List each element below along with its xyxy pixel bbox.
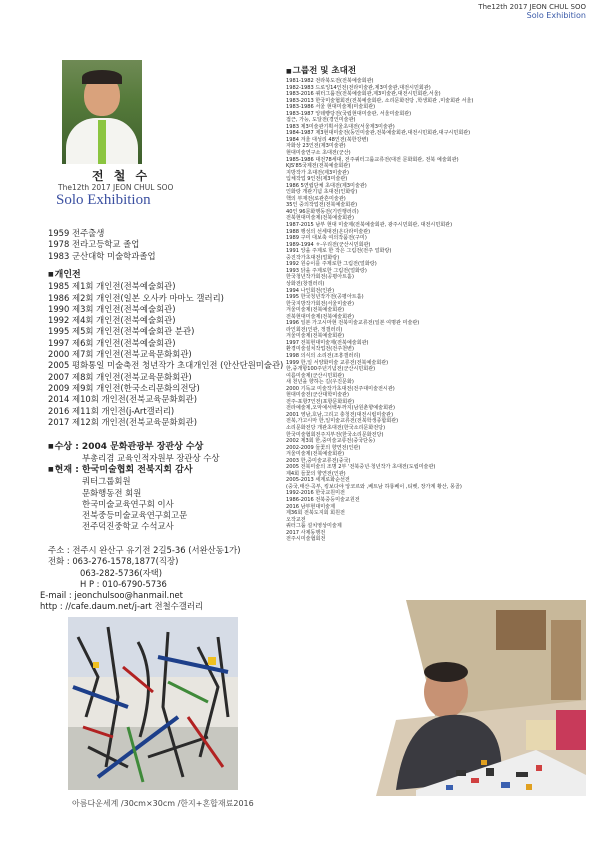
group-item: 소리문화전당 개관초대전(한국소리문화전당) bbox=[286, 424, 386, 431]
group-item: 1983-2016 쿼터그룹전(전북예술회관,제3미술관,대전시민회관,서울) bbox=[286, 91, 441, 98]
group-item: 1986 5연립단체 초대전(제3미술관) bbox=[286, 182, 367, 189]
group-item: 1993 닭을 주제로한 그림전(얼화랑) bbox=[286, 267, 367, 274]
group-item: 한국미술협회전주지부전(한국소리문화전당) bbox=[286, 431, 384, 438]
current-item: 전주덕진중학교 수석교사 bbox=[82, 521, 174, 532]
group-item: 새 천년을 향하는 길(우진문화) bbox=[286, 379, 354, 386]
solo-item: 2009 제9회 개인전(한국소리문화의전당) bbox=[48, 382, 200, 393]
group-item: 상화전(창갤러리) bbox=[286, 280, 325, 287]
solo-item: 2005 평화통일 미술축전 청년작가 초대개인전 (안산단원미술관) bbox=[48, 360, 284, 371]
group-exhibitions bbox=[286, 66, 586, 543]
education-item: 1978 전라고등학교 졸업 bbox=[48, 239, 140, 250]
current-item: 한국미술교육연구회 이사 bbox=[82, 498, 174, 509]
group-item: 1999 한,일 서양화미술 교류전(전북예술회관) bbox=[286, 359, 389, 366]
group-item: 중진작가초대전(얼화랑) bbox=[286, 254, 340, 261]
group-item: 입체작업 9인전(제3미술관) bbox=[286, 176, 348, 183]
group-item: 겨울미술제(전북예술회관) bbox=[286, 333, 345, 340]
group-item: 1989 구미 대보축 여의작품전(구미) bbox=[286, 235, 367, 242]
solo-item: 1986 제2회 개인전(일본 오사카 마마노 갤러리) bbox=[48, 292, 224, 303]
contact-email[interactable]: E-mail : jeonchulsoo@hanmail.net bbox=[40, 590, 183, 601]
solo-item: 2007 제8회 개인전(전북교육문화회관) bbox=[48, 371, 192, 382]
group-item: 여름미술제(군산시민회관) bbox=[286, 372, 345, 379]
group-item: 1989-1994 ㅎ-우리전(군산시민회관) bbox=[286, 241, 371, 248]
education-item: 1959 전주출생 bbox=[48, 228, 105, 238]
current-title: ■ 현재 : 한국미술협회 전북지회 감사 bbox=[48, 465, 193, 476]
group-item: 1981-1982 전라북도전(전북예술회관) bbox=[286, 78, 374, 84]
group-item: (중국,태산·곡부, 킹보다야 앙코르와 ,베트남 하룡베이 ,티벳, 장가계 황산, 몽골) bbox=[286, 483, 462, 490]
group-item: 한,중개항100주년기념전(군산시민회관) bbox=[286, 366, 376, 373]
solo-item: 1995 제5회 개인전(전북예술회관 분관) bbox=[48, 326, 195, 337]
group-item: 2003 한,중미술교류전(중국) bbox=[286, 457, 351, 464]
current-item: 문화행동전 회원 bbox=[82, 487, 142, 498]
group-item: 1994 나인회전(인관) bbox=[286, 287, 335, 294]
group-item: 2017 사제동행전 bbox=[286, 529, 326, 536]
solo-exhibition-title: Solo Exhibition bbox=[56, 192, 151, 208]
group-item: 전주-포항7인전(포항문화회관) bbox=[286, 398, 355, 405]
group-item: 1982-1983 드로잉14인전(전라미술관,제3미술관,대전시민회관) bbox=[286, 84, 431, 91]
education-list bbox=[48, 228, 156, 262]
group-item: 겨울미술제(전북예술회관) bbox=[286, 451, 345, 458]
solo-item: 1985 제1회 개인전(전북예술회관) bbox=[48, 281, 176, 292]
group-section-title: ■ 그룹전 및 초대전 bbox=[286, 66, 586, 77]
group-item: 1983-2013 한국미술협회전(전북예술회관, 소리문화전당 ,학생회관 ,미술회관 서울) bbox=[286, 97, 474, 104]
solo-item: 1990 제3회 개인전(전북예술회관) bbox=[48, 303, 176, 314]
artist-photo bbox=[62, 60, 142, 164]
award-item: 부총리겸 교육인적자원부 장관상 수상 bbox=[82, 453, 220, 464]
group-list bbox=[286, 78, 586, 543]
group-item: 오작교전 bbox=[286, 516, 306, 523]
group-item: 1992-2016 한국교원미전 bbox=[286, 490, 345, 497]
group-item: 2002 제3회 한,중미술교류전(중국단동) bbox=[286, 438, 376, 445]
solo-item: 2017 제12회 개인전(전북교육문화회관) bbox=[48, 416, 198, 427]
group-item: 전주시미술협회전 bbox=[286, 536, 326, 543]
contact-address: 주소 : 전주시 완산구 유기전 2길5-36 (서완산동1가) bbox=[48, 545, 241, 555]
header-line2: Solo Exhibition bbox=[526, 10, 586, 20]
current-item: 전북중등미술교육연구회고문 bbox=[82, 510, 188, 521]
group-item: 2016 남부현대미술제 bbox=[286, 503, 336, 510]
group-item: 겨울미술제(전북예술회관) bbox=[286, 307, 345, 314]
group-item: 한국지방작가회전(서울미술관) bbox=[286, 300, 354, 307]
awards bbox=[48, 442, 219, 465]
group-item: 2005 전북미술의 조명 2부 '전북중년·청년작가 초대전(도립미술관) bbox=[286, 464, 436, 471]
current-positions bbox=[48, 465, 193, 533]
group-item: 2000 기독교 미술작가초대전(전주대미술전시관) bbox=[286, 385, 395, 392]
group-item: 1983-1987 앙데빵당전(국립현대미술관, 서울미술회관) bbox=[286, 110, 412, 117]
group-item: 자화상 23인전(제3미술관) bbox=[286, 143, 346, 150]
group-item: 1988 행성의 선세대전(온다라미술관) bbox=[286, 228, 371, 235]
solo-item: 2016 제11회 개인전(j-Art갤러리) bbox=[48, 405, 175, 416]
group-item: 현대미술전(군산대학미술관) bbox=[286, 392, 350, 399]
group-item: 1984 겨울 대성리 48인전(북한강변) bbox=[286, 136, 369, 143]
education-item: 1983 군산대학 미술학과졸업 bbox=[48, 250, 156, 261]
contact-info bbox=[40, 545, 241, 613]
group-item: 핵의 부재전(로관흔미술관) bbox=[286, 195, 346, 202]
group-item: 1997 전북현대미술제(전북예술회관) bbox=[286, 339, 369, 346]
group-item: 현대미술연구소 초대전(군산) bbox=[286, 150, 351, 157]
group-item: 한국청년작가회전(공평아트홀) bbox=[286, 274, 354, 281]
group-item: 2001 영남,호남,그리고 충청전(대전시립미술관) bbox=[286, 411, 394, 418]
artist-at-work-photo bbox=[376, 600, 586, 796]
contact-phone-home: 063-282-5736(자택) bbox=[80, 567, 163, 578]
group-item: 40인 96문화행동전(기린행러리) bbox=[286, 208, 359, 215]
group-item: 지방작가 초대전(제3미술관) bbox=[286, 169, 349, 176]
contact-mobile: H P : 010-6790-5736 bbox=[80, 578, 167, 589]
award-title: ■ 수상 : 2004 문화관광부 장관상 수상 bbox=[48, 442, 219, 453]
group-item: 1987-2015 남부 현대 미술제(전북예술회관, 광주시민회관, 대전시민회관) bbox=[286, 222, 453, 229]
group-item: 1998 의식의 소리전(조흥갤러리) bbox=[286, 352, 361, 359]
page-header bbox=[478, 4, 586, 20]
group-item: 전북현대미술제(전북예술회관) bbox=[286, 313, 354, 320]
group-item: 1996 일본 가고시마현 전북미술교류전(일본 여명관 미술관) bbox=[286, 320, 420, 327]
group-item: 1983 제3미술관기획서울초대전(서울제3미술관) bbox=[286, 123, 395, 130]
group-item: 2002-2009 들꽃의 향연전(인관) bbox=[286, 444, 361, 451]
group-item: 제4회 들꽃의 향연전(인관) bbox=[286, 470, 346, 477]
artist-name-english: The12th 2017 JEON CHUL SOO bbox=[58, 183, 174, 192]
group-item: 전북,가고시마 한,일미술교류전(전북학생종합회관) bbox=[286, 418, 399, 425]
artwork-image bbox=[68, 617, 238, 790]
solo-item: 2000 제7회 개인전(전북교육문화회관) bbox=[48, 349, 192, 360]
group-item: 1986-2016 전북중등미술교원전 bbox=[286, 497, 360, 503]
contact-phone: 전화 : 063-276-1578,1877(직장) bbox=[48, 556, 179, 567]
group-item: 전라예술제,오악예서백두까지(남원춘향예술회관) bbox=[286, 405, 395, 412]
current-item: 쿼터그룹회원 bbox=[82, 476, 131, 487]
group-item: 전북현대미술제(전북예술회관) bbox=[286, 215, 354, 222]
header-line1: The12th 2017 JEON CHUL SOO bbox=[478, 3, 586, 11]
group-item: 1983-1986 서울 현대미술제(미술회관) bbox=[286, 104, 376, 111]
group-item: 제36회 전북도지회 회원전 bbox=[286, 510, 345, 517]
group-item: 접근, 가능, 도달전(경인미술관) bbox=[286, 117, 356, 124]
artist-name-korean: 전 철 수 bbox=[92, 169, 151, 183]
group-item: KJS'85국제전(전북예술회관) bbox=[286, 163, 351, 170]
group-item: 라인회전(인관, 정갤러리) bbox=[286, 326, 343, 333]
artwork-caption: 아름다운세계 /30cm×30cm /한지+혼합재료2016 bbox=[72, 799, 254, 808]
solo-exhibitions bbox=[48, 270, 283, 428]
group-item: 2005-2013 세계로화순선전 bbox=[286, 477, 350, 484]
group-item: 1984-1987 제3현대미술전(동인미술관,전북예술회관,대전시민회관,대구시민회관) bbox=[286, 130, 471, 137]
solo-item: 1992 제4회 개인전(전북예술회관) bbox=[48, 315, 176, 326]
group-item: 1995 한국청년작가전(공평아트홀) bbox=[286, 294, 364, 301]
solo-item: 2014 제10회 개인전(전북교육문화회관) bbox=[48, 394, 198, 405]
group-item: 1991 앙을 주제로 한 작은 그림전(전주 얼화랑) bbox=[286, 248, 392, 255]
solo-item: 1997 제6회 개인전(전북예술회관) bbox=[48, 337, 176, 348]
group-item: 인화랑 개관기념 초대전(인화랑) bbox=[286, 189, 358, 196]
group-item: 1985-1986 대전78세대, 전주쿼터그룹교류전(대전 문화회관, 전북 예술회관) bbox=[286, 156, 459, 163]
contact-website[interactable]: http : //cafe.daum.net/j-art 전철수갤러리 bbox=[40, 601, 204, 612]
solo-section-title: ■ 개인전 bbox=[48, 270, 283, 281]
group-item: 1992 원숭이를 주제로한 그림전(얼화랑) bbox=[286, 261, 377, 268]
group-item: 35인 중의작업전(전북예술회관) bbox=[286, 202, 358, 209]
group-item: 환경미술설치작업전(전주천변) bbox=[286, 346, 354, 353]
group-item: 쿼터그룹 설치영상미술제 bbox=[286, 523, 342, 530]
